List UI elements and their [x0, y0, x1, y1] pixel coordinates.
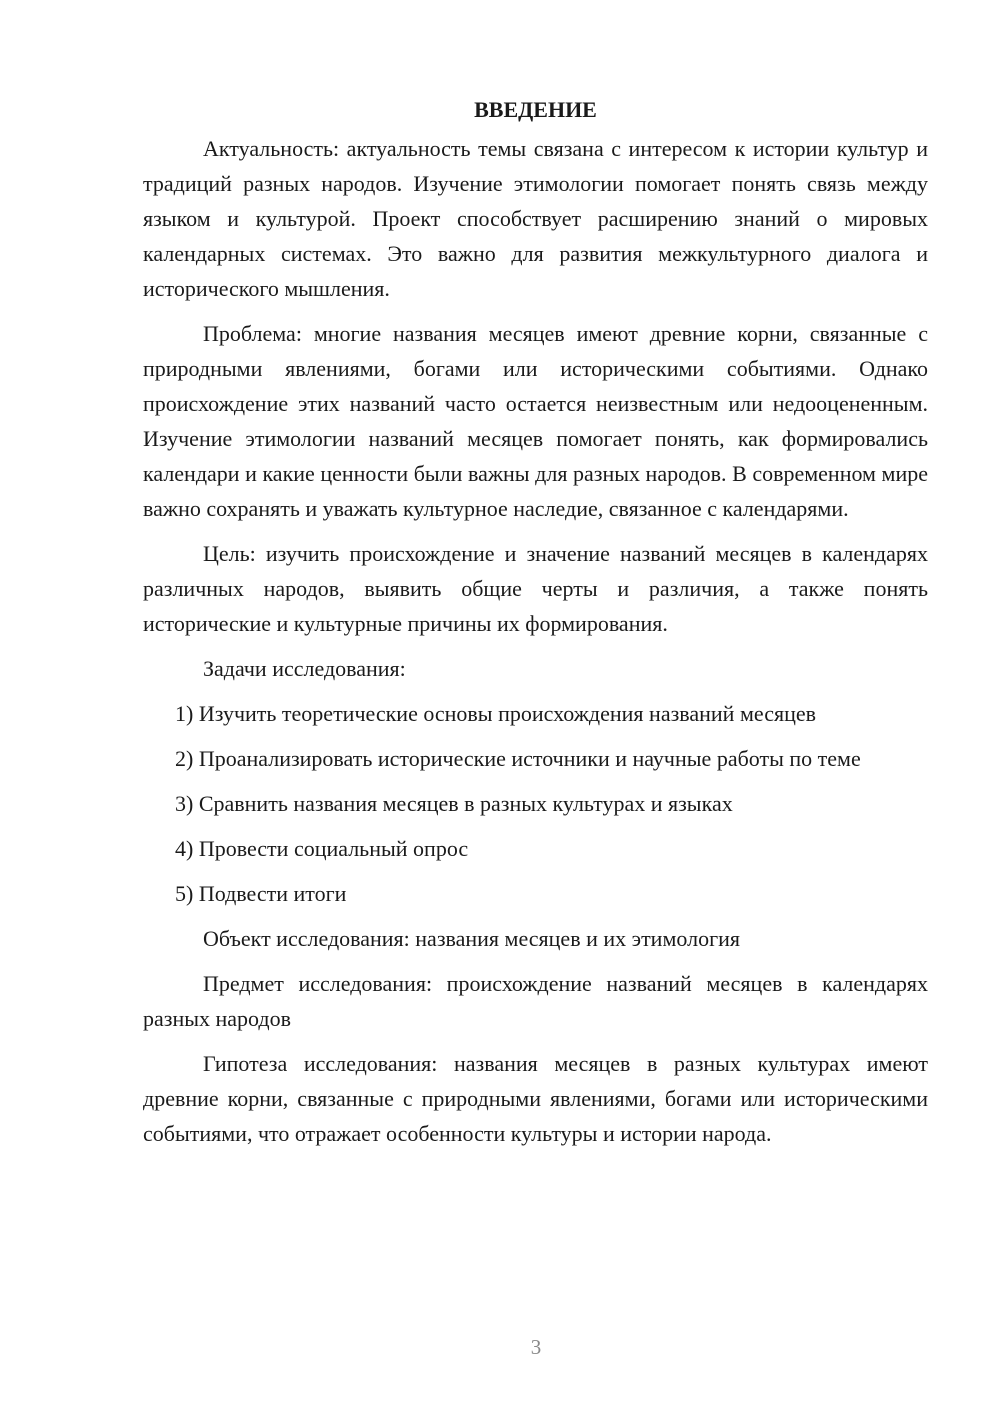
subject-paragraph: Предмет исследования: происхождение названий месяцев в календарях разных народов [143, 971, 928, 1031]
relevance-paragraph: Актуальность: актуальность темы связана с интересом к истории культур и традиций разных народов. Изучение этимологии помогает понять связь между языком и культурой. Проект способствует расширению знаний о мировых календарных системах. Это важно для развития межкультурного диалога и исторического мышления. [143, 136, 928, 301]
tasks-title: Задачи исследования: [203, 656, 406, 681]
task-item: 5) Подвести итоги [175, 881, 347, 906]
goal-paragraph: Цель: изучить происхождение и значение названий месяцев в календарях различных народов, выявить общие черты и различия, а также понять исторические и культурные причины их формирования. [143, 541, 928, 636]
page-content [143, 92, 928, 1161]
page-number: 3 [530, 1335, 542, 1359]
task-item: 2) Проанализировать исторические источники и научные работы по теме [175, 746, 861, 771]
task-item: 4) Провести социальный опрос [175, 836, 469, 861]
section-heading: ВВЕДЕНИЕ [474, 97, 597, 122]
hypothesis-paragraph: Гипотеза исследования: названия месяцев в разных культурах имеют древние корни, связанные с природными явлениями, богами или историческими событиями, что отражает особенности культуры и истории народа. [143, 1051, 928, 1146]
task-item: 1) Изучить теоретические основы происхождения названий месяцев [175, 701, 816, 726]
problem-paragraph: Проблема: многие названия месяцев имеют древние корни, связанные с природными явлениями, богами или историческими событиями. Однако происхождение этих названий часто остается неизвестным или недооцененным. Изучение этимологии названий месяцев помогает понять, как формировались календари и какие ценности были важны для разных народов. В современном мире важно сохранять и уважать культурное наследие, связанное с календарями. [143, 321, 928, 521]
object-paragraph: Объект исследования: названия месяцев и их этимология [203, 926, 740, 951]
task-item: 3) Сравнить названия месяцев в разных культурах и языках [175, 791, 733, 816]
